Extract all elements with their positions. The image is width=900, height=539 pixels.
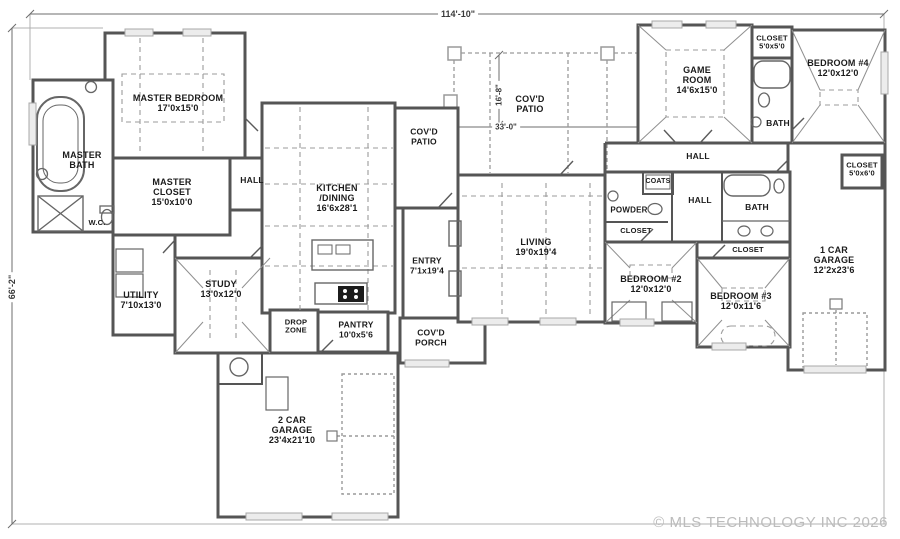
room-name: MASTER BATH	[62, 149, 102, 170]
room-label-pantry	[326, 320, 386, 339]
room-size: 16'6x28'1	[316, 203, 358, 214]
room-name: MASTER CLOSET	[152, 176, 192, 197]
room-size: 7'1x19'4	[409, 265, 444, 275]
room-name: COV'D PATIO	[515, 93, 545, 114]
room-label-wc	[77, 219, 117, 227]
range-icon	[338, 286, 364, 302]
room-name: CLOSET	[620, 225, 652, 235]
room-name: LIVING	[520, 236, 552, 247]
dimension-patio-width: 33'-0"	[492, 123, 520, 132]
room-name: GAME ROOM	[682, 64, 712, 85]
room-size: 15'0x10'0	[151, 197, 193, 208]
room-name: KITCHEN /DINING	[316, 182, 358, 203]
room-label-bath-top	[758, 119, 798, 129]
room-name: PANTRY	[338, 319, 374, 330]
room-name: 1 CAR GARAGE	[813, 244, 855, 265]
room-name: COATS	[645, 178, 671, 186]
room-label-hall-top	[676, 152, 720, 162]
room-label-bedroom3	[699, 291, 783, 311]
dimension-patio-depth: 16'-8"	[495, 81, 504, 109]
room-label-garage-1car	[805, 245, 863, 275]
dimension-overall-height: 66'-2"	[7, 272, 17, 302]
room-size: 5'0x6'0	[849, 169, 875, 178]
room-label-closet-gameroom	[749, 35, 795, 52]
room-size: 12'0x11'6	[720, 301, 762, 311]
room-size: 5'0x5'0	[759, 42, 785, 51]
room-size: 17'0x15'0	[157, 103, 199, 113]
room-name: HALL	[686, 151, 710, 162]
room-name: BEDROOM #2	[620, 273, 682, 284]
room-size: 7'10x13'0	[120, 300, 162, 310]
room-name: 2 CAR GARAGE	[271, 414, 313, 435]
dimension-overall-width: 114'-10"	[438, 9, 478, 19]
room-size: 13'0x12'0	[200, 289, 242, 299]
room-label-bath-mid	[737, 203, 777, 213]
room-label-closet-bed2	[608, 227, 664, 235]
wall-study	[175, 258, 270, 353]
room-label-master-bedroom	[132, 93, 224, 113]
room-label-covd-patio-left	[403, 127, 445, 146]
room-label-bedroom4	[796, 58, 880, 78]
room-label-hall-mid	[678, 196, 722, 206]
room-size: 23'4x21'10	[268, 435, 316, 446]
room-label-powder	[601, 207, 657, 216]
room-size: 14'6x15'0	[676, 85, 718, 96]
room-name: ENTRY	[412, 255, 442, 266]
room-size: 12'0x12'0	[817, 68, 859, 78]
room-name: CLOSET	[732, 244, 764, 254]
room-label-closet-bed3	[720, 246, 776, 254]
room-name: STUDY	[205, 278, 237, 289]
wall-patio-left	[395, 108, 458, 208]
room-label-entry	[402, 256, 452, 275]
room-name: HALL	[688, 195, 712, 206]
room-name: HALL	[240, 175, 264, 186]
room-name: BATH	[766, 118, 790, 129]
room-label-game-room	[673, 65, 721, 95]
room-label-kitchen-dining	[306, 183, 368, 213]
room-name: UTILITY	[123, 289, 159, 300]
room-size: 10'0x5'6	[338, 329, 373, 339]
room-name: COV'D PATIO	[410, 126, 438, 146]
room-name: MASTER BEDROOM	[132, 92, 224, 103]
room-label-master-bath	[53, 150, 111, 170]
wall-bedroom4	[792, 30, 885, 143]
room-size: 19'0x19'4	[515, 247, 557, 257]
room-name: BATH	[745, 202, 769, 213]
room-label-utility	[106, 290, 176, 310]
room-name: BEDROOM #3	[710, 290, 772, 301]
room-label-garage-2car	[263, 415, 321, 445]
room-label-drop-zone	[278, 319, 314, 336]
room-label-covd-patio-main	[507, 94, 553, 114]
room-name: BEDROOM #4	[807, 57, 869, 68]
room-name: POWDER	[610, 205, 648, 215]
room-label-living	[501, 237, 571, 257]
room-label-coats	[638, 178, 678, 186]
watermark: © MLS TECHNOLOGY INC 2026	[653, 514, 888, 531]
room-name: CLOSET	[846, 160, 878, 170]
room-label-study	[186, 279, 256, 299]
room-label-bedroom2	[609, 274, 693, 294]
room-label-closet-right	[839, 162, 885, 179]
room-label-covd-porch	[409, 328, 453, 347]
room-label-hall-master	[230, 176, 274, 186]
room-size: 12'2x23'6	[813, 265, 855, 276]
room-label-master-closet	[141, 177, 203, 207]
room-name: DROP ZONE	[284, 317, 308, 335]
room-name: CLOSET	[756, 33, 788, 43]
room-name: COV'D PORCH	[415, 327, 447, 347]
room-name: W.C.	[88, 217, 106, 227]
room-size: 12'0x12'0	[630, 284, 672, 294]
